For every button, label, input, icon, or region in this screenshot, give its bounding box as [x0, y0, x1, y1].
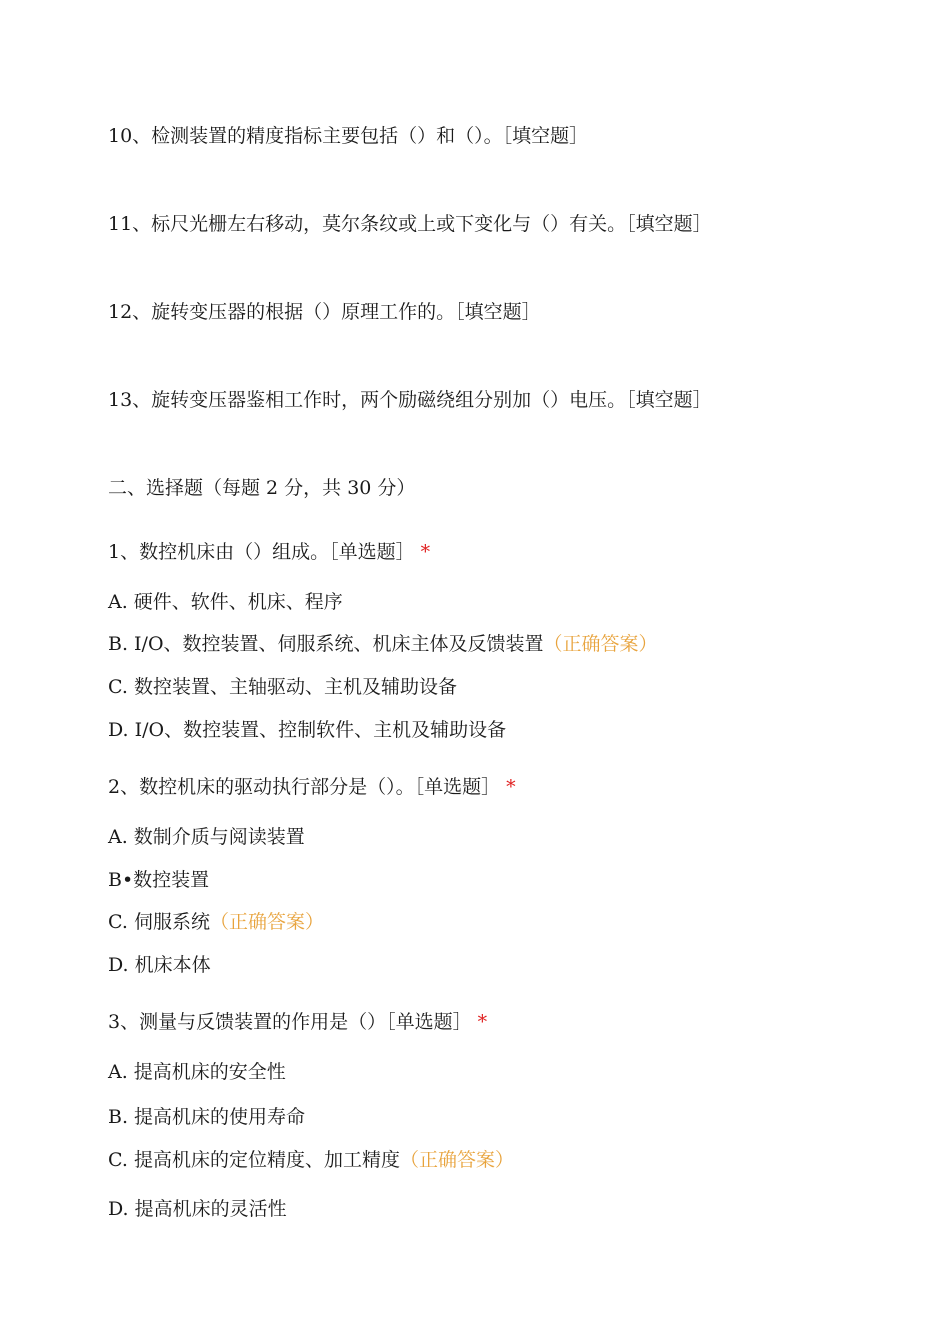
option-text: A. 硬件、软件、机床、程序 — [108, 591, 343, 613]
question-stem-text: 1、数控机床由（）组成。［单选题］ — [108, 541, 415, 563]
question-3-option-c[interactable] — [108, 1148, 514, 1172]
question-1-option-a[interactable] — [108, 590, 343, 614]
question-2-option-b[interactable] — [108, 868, 209, 892]
section-heading: 二、选择题（每题 2 分，共 30 分） — [108, 477, 416, 499]
question-stem-text: 2、数控机床的驱动执行部分是（）。［单选题］ — [108, 776, 501, 798]
fill-question-11: 11、标尺光栅左右移动，莫尔条纹或上或下变化与（）有关。［填空题］ — [108, 213, 712, 235]
correct-answer-label: （正确答案） — [209, 911, 324, 933]
question-2-option-a[interactable] — [108, 825, 305, 849]
option-text: A. 提高机床的安全性 — [108, 1061, 286, 1083]
option-text: A. 数制介质与阅读装置 — [108, 826, 305, 848]
option-text: B. I/O、数控装置、伺服系统、机床主体及反馈装置 — [108, 633, 544, 655]
correct-answer-label: （正确答案） — [543, 633, 658, 655]
question-3-stem — [108, 1010, 487, 1034]
question-2-option-d[interactable] — [108, 953, 211, 977]
required-mark: * — [477, 1011, 488, 1033]
question-3-option-d[interactable] — [108, 1197, 287, 1221]
question-2-stem — [108, 775, 516, 799]
option-text: B. 提高机床的使用寿命 — [108, 1106, 306, 1128]
fill-question-10: 10、检测装置的精度指标主要包括（）和（）。［填空题］ — [108, 125, 589, 147]
question-3-option-b[interactable] — [108, 1105, 305, 1129]
question-stem-text: 3、测量与反馈装置的作用是（）［单选题］ — [108, 1011, 472, 1033]
option-text: D. I/O、数控装置、控制软件、主机及辅助设备 — [108, 719, 507, 741]
required-mark: * — [506, 776, 516, 798]
option-text: C. 提高机床的定位精度、加工精度 — [108, 1149, 400, 1171]
question-1-option-b[interactable] — [108, 632, 658, 656]
option-text: B•数控装置 — [108, 869, 210, 891]
fill-question-13: 13、旋转变压器鉴相工作时，两个励磁绕组分别加（）电压。［填空题］ — [108, 389, 712, 411]
question-3-option-a[interactable] — [108, 1060, 286, 1084]
question-1-option-d[interactable] — [108, 718, 506, 742]
required-mark: * — [420, 541, 431, 563]
option-text: C. 伺服系统 — [108, 911, 210, 933]
fill-question-12: 12、旋转变压器的根据（）原理工作的。［填空题］ — [108, 301, 541, 323]
question-1-stem — [108, 540, 430, 564]
question-2-option-c[interactable] — [108, 910, 324, 934]
option-text: C. 数控装置、主轴驱动、主机及辅助设备 — [108, 676, 457, 698]
option-text: D. 机床本体 — [108, 954, 211, 976]
question-1-option-c[interactable] — [108, 675, 457, 699]
correct-answer-label: （正确答案） — [399, 1149, 514, 1171]
option-text: D. 提高机床的灵活性 — [108, 1198, 287, 1220]
